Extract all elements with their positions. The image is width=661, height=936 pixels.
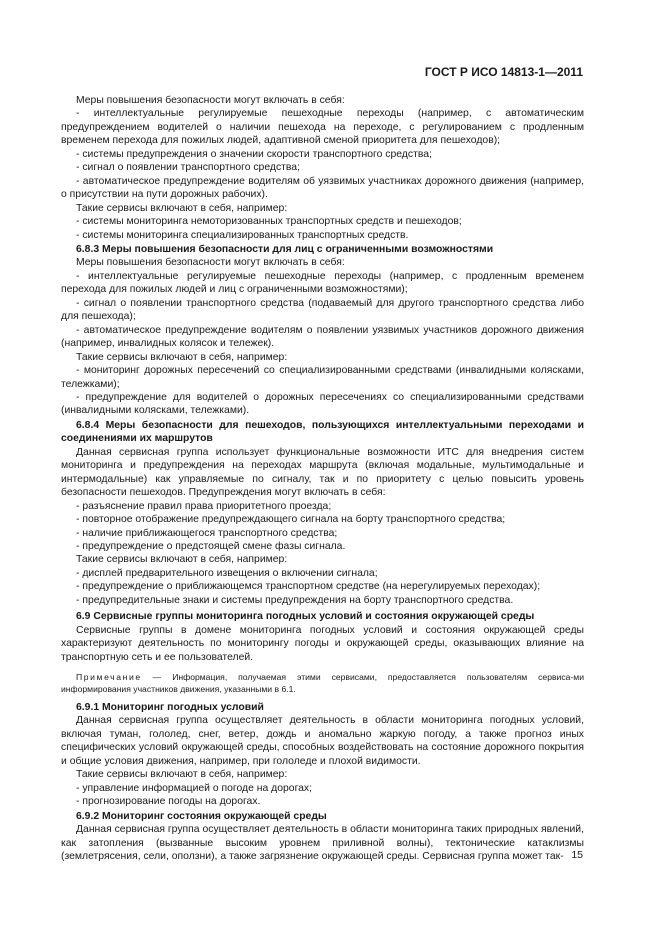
list-item: - автоматическое предупреждение водителям о появлении уязвимых участников дорожного движения (например, инвалидных колясок и тележек). <box>61 324 584 350</box>
note <box>61 671 584 695</box>
paragraph: Данная сервисная группа осуществляет деятельность в области мониторинга таких природных явлений, как затопления (вызванные высоким уровнем приливной волны), тектонические катаклизмы (землетрясения, сели, оползни), а также загрязнение окружающей среды. Сервисная группа может так- <box>61 824 584 863</box>
document-number: ГОСТ Р ИСО 14813-1—2011 <box>424 65 583 79</box>
list-item: - системы предупреждения о значении скорости транспортного средства; <box>76 148 432 160</box>
paragraph: Данная сервисная группа осуществляет деятельность в области мониторинга погодных условий, включая туман, гололед, снег, ветер, дождь и аномально жаркую погоду, а также прогноз иных специфических условий окружающей среды, способных воздействовать на состояние дорожного покрытия и общие условия движения, например, при гололеде и плохой видимости. <box>61 715 584 767</box>
list-item: - сигнал о появлении транспортного средства; <box>76 162 300 174</box>
paragraph: Такие сервисы включают в себя, например: <box>76 202 288 214</box>
section-heading-6-9-1: 6.9.1 Мониторинг погодных условий <box>76 702 264 714</box>
list-item: - повторное отображение предупреждающего сигнала на борту транспортного средства; <box>76 514 506 526</box>
list-item: - системы мониторинга специализированных транспортных средств. <box>76 229 409 241</box>
paragraph: Такие сервисы включают в себя, например: <box>76 769 288 781</box>
list-item: - предупреждение о приближающемся транспортном средстве (на нерегулируемых переходах); <box>76 581 541 593</box>
section-heading-6-8-3: 6.8.3 Меры повышения безопасности для лиц с ограниченными возможностями <box>76 243 494 255</box>
note-label: Примечание <box>76 672 142 683</box>
list-item: - прогнозирование погоды на дорогах. <box>76 796 261 808</box>
list-item: - предупредительные знаки и системы предупреждения на борту транспортного средства. <box>76 594 514 606</box>
page-body <box>61 94 584 863</box>
list-item: - интеллектуальные регулируемые пешеходные переходы (например, с автоматическим предупреждением водителей о наличии пешехода на переходе, с регулированием с продленным временем перехода для пожилых людей, адаптивной сменой приоритета для пешеходов); <box>61 108 584 147</box>
list-item: - автоматическое предупреждение водителям об уязвимых участниках дорожного движения (например, о присутствии на пути дорожных рабочих). <box>61 175 584 201</box>
list-item: - мониторинг дорожных пересечений со специализированными средствами (инвалидными колясками, тележками); <box>61 365 584 390</box>
list-item: - наличие приближающегося транспортного средства; <box>76 527 338 539</box>
list-item: - управление информацией о погоде на дорогах; <box>76 782 312 794</box>
list-item: - предупреждение для водителей о дорожных пересечениях со специализированными средствами (инвалидными колясками, тележками). <box>61 391 584 417</box>
page-number: 15 <box>571 849 583 861</box>
note-text: — Информация, получаемая этими сервисами, предоставляется пользователям сервиса-ми информирования участников движения, указанными в 6.1. <box>61 672 584 695</box>
paragraph: Такие сервисы включают в себя, например: <box>76 554 288 566</box>
paragraph: Меры повышения безопасности могут включать в себя: <box>76 257 345 269</box>
list-item: - интеллектуальные регулируемые пешеходные переходы (например, с продленным временем перехода для пожилых людей и лиц с ограниченными возможностями); <box>61 270 584 296</box>
list-item: - разъяснение правил права приоритетного проезда; <box>76 500 332 512</box>
list-item: - системы мониторинга немоторизованных транспортных средств и пешеходов; <box>76 216 462 228</box>
list-item: - дисплей предварительного извещения о включении сигнала; <box>76 567 378 579</box>
list-item: - сигнал о появлении транспортного средства (подаваемый для другого транспортного средства либо для пешехода); <box>61 297 584 323</box>
paragraph: Меры повышения безопасности могут включать в себя: <box>76 95 345 106</box>
section-heading-6-8-4: 6.8.4 Меры безопасности для пешеходов, пользующихся интеллектуальными переходами и соединениями их маршрутов <box>61 419 584 445</box>
section-heading-6-9: 6.9 Сервисные группы мониторинга погодных условий и состояния окружающей среды <box>76 611 535 623</box>
paragraph: Сервисные группы в домене мониторинга погодных условий и состояния окружающей среды характеризуют деятельность по мониторингу погоды и окружающей среды, оказывающих влияние на транспортную сеть и ее пользователей. <box>61 624 584 663</box>
paragraph: Данная сервисная группа использует функциональные возможности ИТС для внедрения систем мониторинга и предупреждения на переходах маршрута (включая модальные, мультимодальные и интермодальные) как управляемые по сигналу, так и по приоритету с целью повысить уровень безопасности пешеходов. Предупреждения могут включать в себя: <box>61 446 584 499</box>
paragraph: Такие сервисы включают в себя, например: <box>76 351 288 363</box>
section-heading-6-9-2: 6.9.2 Мониторинг состояния окружающей среды <box>76 810 327 822</box>
list-item: - предупреждение о предстоящей смене фазы сигнала. <box>76 540 346 552</box>
